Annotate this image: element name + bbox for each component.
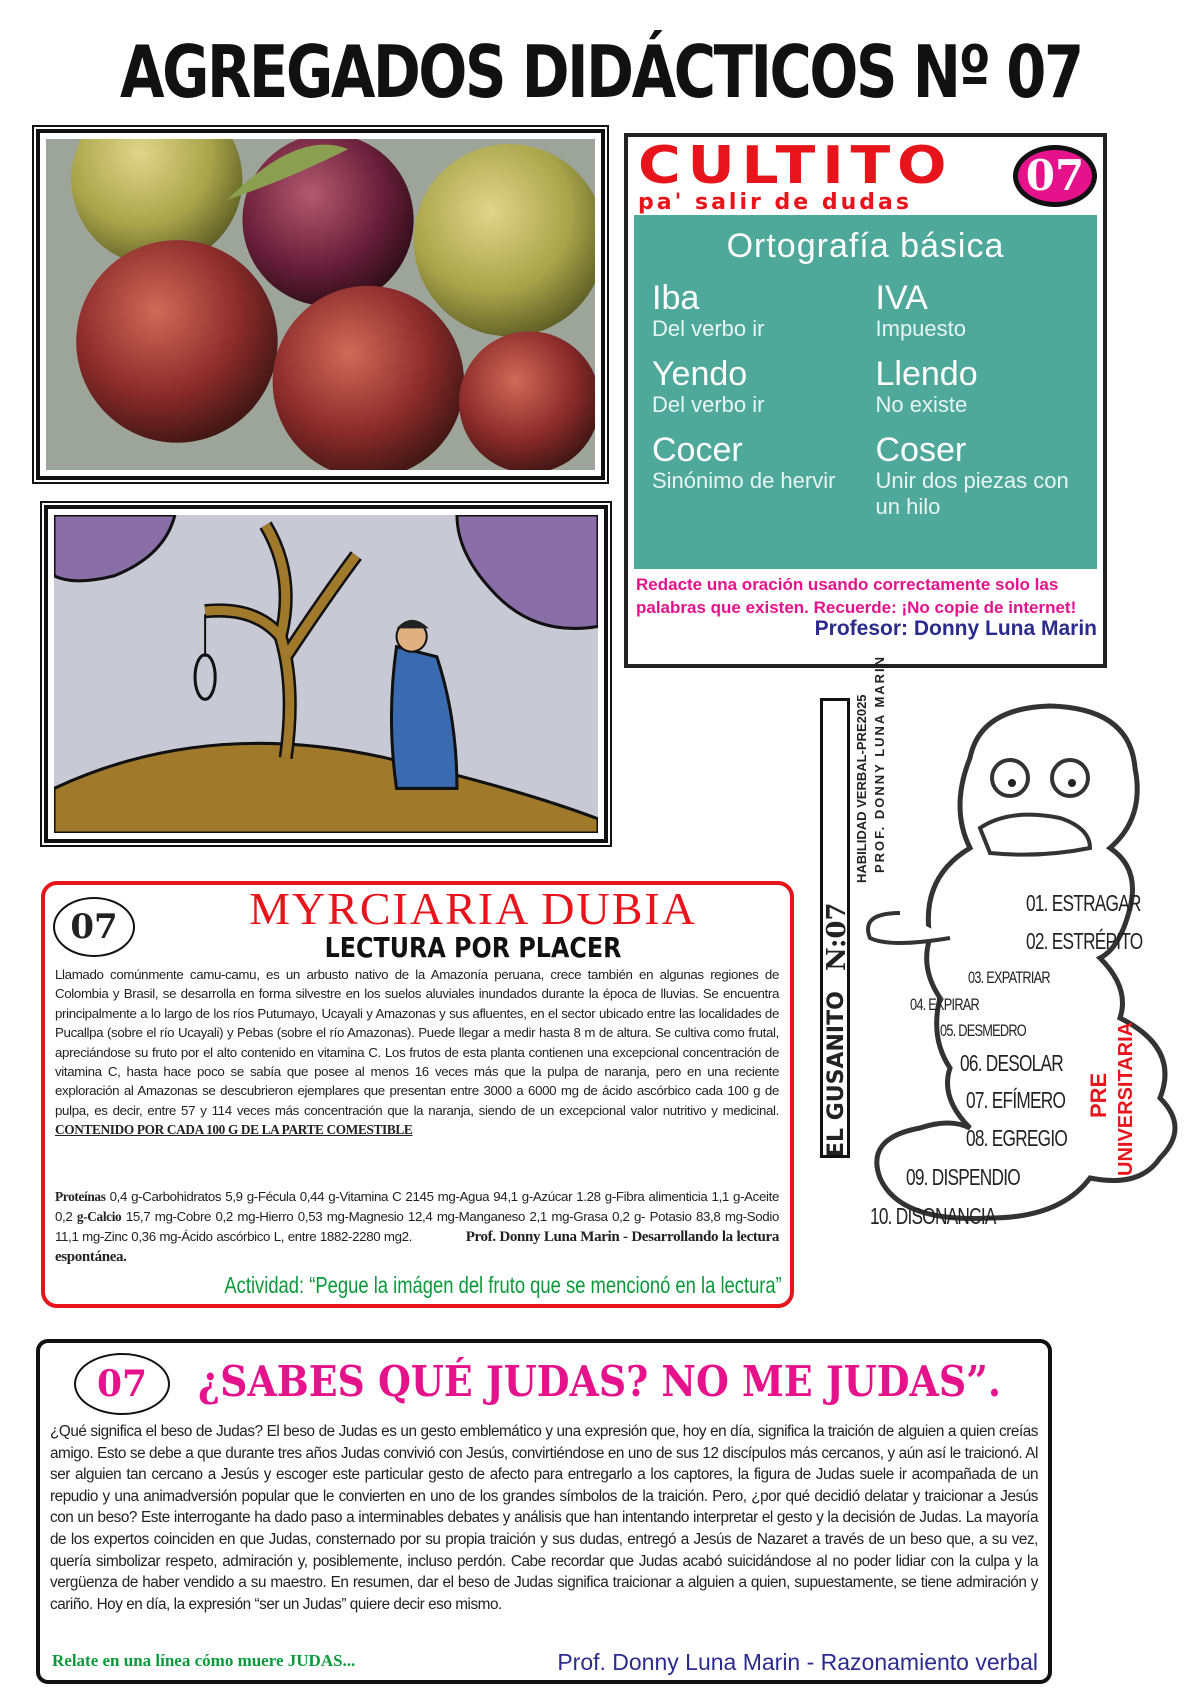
page-title: AGREGADOS DIDÁCTICOS Nº 07	[120, 30, 1082, 114]
word-pair	[876, 280, 1080, 342]
word-desc: Impuesto	[875, 316, 966, 341]
myrciaria-subtitle: LECTURA POR PLACER	[324, 931, 622, 964]
cultito-professor: Profesor: Donny Luna Marin	[814, 617, 1097, 640]
vocab-word: 05. DESMEDRO	[940, 1021, 1026, 1040]
gusanito-panel	[820, 654, 1190, 1286]
vocab-word: 01. ESTRAGAR	[1026, 890, 1141, 916]
vocab-word: 08. EGREGIO	[966, 1125, 1068, 1151]
vocab-word: 10. DISONANCIA	[870, 1203, 996, 1229]
judas-professor: Prof. Donny Luna Marin - Razonamiento verbal	[557, 1649, 1038, 1675]
judas-title: ¿SABES QUÉ JUDAS? NO ME JUDAS”.	[198, 1357, 1002, 1406]
word-pair	[652, 356, 856, 418]
word: Iba	[652, 279, 700, 317]
myrciaria-signature: Prof. Donny Luna Marin - Desarrollando la lectura espontánea.	[55, 1229, 779, 1265]
myrciaria-activity: Actividad: “Pegue la imágen del fruto que se mencionó en la lectura”	[224, 1272, 782, 1298]
word: Yendo	[652, 355, 748, 393]
myrciaria-title: MYRCIARIA DUBIA	[249, 883, 697, 934]
vocab-word: 07. EFÍMERO	[966, 1087, 1066, 1113]
gusanito-course: HABILIDAD VERBAL-PRE2025	[854, 694, 869, 883]
word-pair	[876, 356, 1080, 418]
gusanito-title: EL GUSANITO	[824, 991, 849, 1157]
cultito-number-badge: 07	[1013, 145, 1097, 207]
word-desc: Sinónimo de hervir	[652, 468, 836, 493]
vocab-word: 06. DESOLAR	[960, 1050, 1063, 1076]
cultito-title: CULTITO	[638, 136, 954, 196]
vocab-word: 02. ESTRÉPITO	[1026, 928, 1143, 954]
word: Cocer	[652, 431, 743, 469]
judas-reading-panel	[36, 1339, 1052, 1684]
cultito-instruction: Redacte una oración usando correctamente solo las palabras que existen. Recuerde: ¡No copie de internet!	[636, 575, 1077, 617]
gusanito-professor: PROF. DONNY LUNA MARIN	[872, 654, 887, 873]
nut-text: 0,4 g-Carbohidratos 5,9 g-Fécula 0,44 g-Vitamina C 2145 mg-Agua 94,1 g-Azúcar 1.28 g-Fibra alimenticia 1,1 g-Aceite 0,2	[55, 1189, 779, 1224]
gusanito-number: N:07	[822, 902, 852, 971]
worm-cartoon	[860, 698, 1190, 1286]
word-pair	[876, 432, 1080, 520]
content-heading: CONTENIDO POR CADA 100 G DE LA PARTE COMESTIBLE	[55, 1122, 413, 1138]
judas-task: Relate en una línea cómo muere JUDAS...	[52, 1651, 356, 1670]
spelling-heading: Ortografía básica	[726, 227, 1005, 265]
vocab-word: 09. DISPENDIO	[906, 1164, 1020, 1190]
vocab-word: 03. EXPATRIAR	[968, 968, 1050, 987]
judas-hanging-tree-illustration	[44, 505, 608, 843]
universitaria-label: UNIVERSITARIA	[1115, 1021, 1137, 1176]
word: Llendo	[875, 355, 978, 393]
myrciaria-reading-panel	[41, 881, 794, 1308]
cultito-subtitle: pa' salir de dudas	[638, 190, 912, 215]
nut-text: 15,7 mg-Cobre 0,2 mg-Hierro 0,53 mg-Magnesio 12,4 mg-Manganeso 2,1 mg-Grasa 0,2 g- Potasio 83,8 mg-Sodio 11,1 mg-Zinc 0,36 mg-Ácido ascórbico L, entre 1882-2280 mg2.	[55, 1209, 779, 1244]
body-text: Llamado comúnmente camu-camu, es un arbusto nativo de la Amazonía peruana, crece también en algunas regiones de Colombia y Brasil, se desarrolla en forma silvestre en los suelos aluviales inundados durante la época de lluvias. Se encuentra principalmente a lo largo de los ríos Putumayo, Ucayali y Amazonas y sus afluentes, en el sector ubicado entre las localidades de Pucallpa (sobre el río Ucayali) y Pebas (sobre el río Amazonas). Puede llegar a medir hasta 8 m de altura. Se cultiva como frutal, apreciándose su fruto por el alto contenido en vitamina C. Los frutos de esta planta contienen una excepcional concentración de vitamina C, hasta hace poco se sabía que posee al menos 16 veces más que la pulpa de naranja, pero en una reciente exploración al Amazonas se descubrieron ejemplares que presentan entre 3000 a 6000 mg de ácido ascórbico cada 100 g de pulpa, es decir, entre 57 y 114 veces más concentración que la naranja, siendo de un excepcional valor nutritivo y medicinal.	[55, 967, 779, 1118]
word: IVA	[875, 279, 928, 317]
nutrition-facts	[55, 1187, 779, 1267]
myrciaria-body	[55, 965, 779, 1140]
word-desc: Unir dos piezas con un hilo	[875, 468, 1069, 519]
pre-label: PRE	[1086, 1072, 1111, 1118]
vocab-word: 04. EXPIRAR	[910, 995, 979, 1014]
judas-body: ¿Qué significa el beso de Judas? El beso de Judas es un gesto emblemático y una expresión que, hoy en día, significa la traición de alguien a quien creías amigo. Esto se debe a que durante tres años Judas convivió con Jesús, convirtiéndose en uno de sus 12 discípulos más cercanos, y aún así le traicionó. Al ser alguien tan cercano a Jesús y escoger este particular gesto de afecto para entregarlo a los captores, la figura de Judas suele ir acompañada de un repudio y una animadversión popular que le convierten en uno de los grandes símbolos de la traición. Pero, ¿por qué decidió delatar y traicionar a Jesús con un beso? Este interrogante ha dado paso a interminables debates y análisis que han intentando interpretar el gesto y la decisión de Judas. La mayoría de los expertos coinciden en que Judas, consternado por su propia traición y sus dudas, entregó a Jesús de Nazaret a través de un beso que, a su vez, quería simbolizar respeto, admiración y, posiblemente, incluso perdón. Cabe recordar que Judas acabó suicidándose al no poder lidiar con la culpa y la vergüenza de haber vendido a su maestro. En resumen, dar el beso de Judas significa traicionar a alguien a quien, supuestamente, se tiene admiración y cariño. Hoy en día, la expresión “ser un Judas” quiere decir eso mismo.	[50, 1423, 1038, 1613]
nut-label: Proteínas	[55, 1189, 106, 1204]
spelling-card	[634, 215, 1097, 569]
camu-camu-fruit-photo	[36, 129, 605, 480]
word: Coser	[875, 431, 967, 469]
judas-number-badge: 07	[74, 1353, 170, 1415]
gusanito-title-bar	[820, 698, 850, 1158]
word-pair	[652, 280, 856, 342]
word-desc: No existe	[875, 392, 968, 417]
word-desc: Del verbo ir	[652, 392, 765, 417]
word-desc: Del verbo ir	[652, 316, 765, 341]
nut-label: g-Calcio	[76, 1209, 122, 1224]
myrciaria-number-badge: 07	[53, 897, 135, 957]
word-pair	[652, 432, 856, 520]
cultito-panel	[624, 133, 1107, 668]
